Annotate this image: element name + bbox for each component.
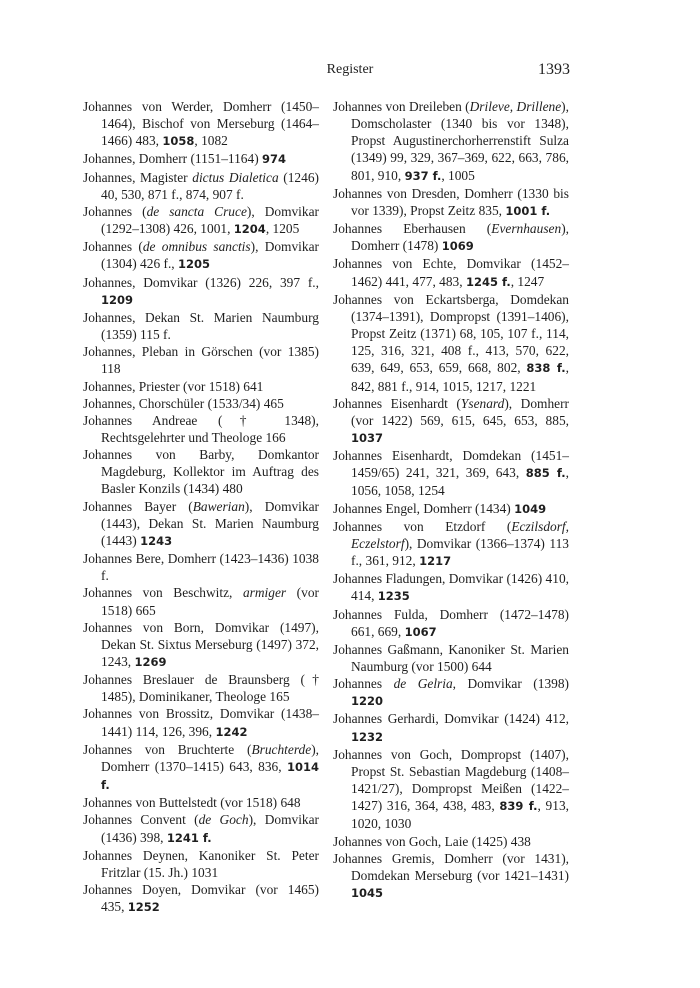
index-entry <box>83 550 319 584</box>
index-entry <box>83 671 319 705</box>
page-reference-bold: 1220 <box>351 694 384 709</box>
index-entry <box>333 675 569 710</box>
page-reference-bold: 937 f. <box>404 168 442 183</box>
entry-text: , 842, 881 f., 914, 1015, 1217, 1221 <box>351 360 569 394</box>
entry-text: Johannes von Barby, Domkantor Magdeburg, Kollektor im Auftrag des Basler Konzils (1434) 480 <box>83 447 319 497</box>
entry-text: Johannes, Domherr (1151–1164) <box>83 151 263 167</box>
entry-text: ), Domherr (1478) <box>351 221 569 254</box>
page-number: 1393 <box>538 61 570 78</box>
name-variant-italic: armiger <box>242 585 287 601</box>
entry-text: Johannes von Bruchterte ( <box>83 741 252 757</box>
entry-text: Johannes von Brossitz, Domvikar (1438–1441) 114, 126, 396, <box>83 706 319 739</box>
entry-text: , 1247 <box>510 273 545 289</box>
index-entry <box>333 570 569 605</box>
name-variant-italic: Evernhausen <box>491 221 562 237</box>
page-reference-bold: 885 f. <box>525 466 566 481</box>
entry-text: , Domvikar (1398) <box>452 676 569 692</box>
entry-text: ), Domherr (1370–1415) 643, 836, <box>101 741 319 774</box>
page-reference-bold: 1269 <box>134 655 167 669</box>
index-entry <box>83 847 319 881</box>
entry-text: Johannes Gaßmann, Kanoniker St. Marien Naumburg (vor 1500) 644 <box>333 641 569 674</box>
entry-text: , 1005 <box>441 167 475 183</box>
entry-text: Johannes Doyen, Domvikar (vor 1465) 435, <box>83 882 319 915</box>
entry-text: Johannes Fulda, Domherr (1472–1478) 661, 669, <box>333 606 569 639</box>
entry-text: Johannes Breslauer de Braunsberg († 1485), Dominikaner, Theologe 165 <box>83 672 319 705</box>
entry-text: Johannes, Magister <box>83 169 193 185</box>
entry-text: ), Domvikar (1436) 398, <box>101 812 320 845</box>
entry-text: Johannes Gerhardi, Domvikar (1424) 412, <box>333 711 569 727</box>
index-entry <box>333 185 569 220</box>
entry-text: (vor 1518) 665 <box>101 585 319 618</box>
index-entry <box>333 710 569 745</box>
page-reference-bold: 1217 <box>419 554 452 569</box>
page-reference-bold: 1001 f. <box>505 203 551 218</box>
index-entry <box>83 395 319 412</box>
name-variant-italic: de Goch <box>198 812 249 828</box>
entry-text: Johannes Gremis, Domherr (vor 1431), Domdekan Merseburg (vor 1421–1431) <box>333 850 569 883</box>
index-entry <box>83 412 319 446</box>
index-entry <box>83 309 319 343</box>
entry-text: Johannes Engel, Domherr (1434) <box>333 500 515 516</box>
entry-text: Johannes von Goch, Laie (1425) 438 <box>333 833 531 849</box>
entry-text: Johannes von Dreileben ( <box>333 99 470 114</box>
page-reference-bold: 1209 <box>101 292 134 307</box>
entry-text: , 913, 1020, 1030 <box>351 798 569 832</box>
page-reference-bold: 1049 <box>514 501 547 516</box>
index-entry <box>83 274 319 309</box>
index-entry <box>83 169 319 203</box>
entry-text: , 1205 <box>265 221 300 237</box>
index-entry <box>333 606 569 641</box>
index-entry <box>83 794 319 811</box>
entry-text: ), Domvikar (1292–1308) 426, 1001, <box>101 203 319 237</box>
page-reference-bold: 974 <box>262 152 287 167</box>
index-entry <box>83 619 319 671</box>
index-column-left <box>83 98 319 916</box>
entry-text: Johannes von Buttelstedt (vor 1518) 648 <box>83 795 301 811</box>
index-entry <box>333 833 569 850</box>
name-variant-italic: Drileve, Drillene <box>469 99 562 114</box>
entry-text: Johannes, Chorschüler (1533/34) 465 <box>83 395 284 411</box>
page-reference-bold: 1235 <box>377 589 410 604</box>
entry-text: Johannes von Dresden, Domherr (1330 bis vor 1339), Propst Zeitz 835, <box>333 185 569 218</box>
name-variant-italic: Bruchterde <box>251 741 312 757</box>
entry-text: Johannes von Born, Domvikar (1497), Dekan St. Sixtus Merseburg (1497) 372, 1243, <box>83 619 319 669</box>
entry-text: ), Domvikar (1366–1374) 113 f., 361, 912, <box>351 535 569 569</box>
index-entry <box>83 811 319 846</box>
name-variant-italic: Bawerian <box>192 498 245 514</box>
page-reference-bold: 1037 <box>351 430 384 445</box>
index-entry <box>333 98 569 185</box>
index-entry <box>83 378 319 395</box>
entry-text: Johannes von Goch, Dompropst (1407), Propst St. Sebastian Magdeburg (1408–1421/27), Dompropst Meißen (1422–1427) 316, 364, 438, 483, <box>333 746 569 814</box>
entry-text: Johannes Eisenhardt, Domdekan (1451–1459/65) 241, 321, 369, 643, <box>333 448 569 481</box>
entry-text: Johannes <box>333 676 394 692</box>
entry-text: Johannes, Pleban in Görschen (vor 1385) 118 <box>83 344 319 377</box>
index-entry <box>83 343 319 377</box>
entry-text: Johannes von Etzdorf ( <box>333 518 512 534</box>
entry-text: Johannes von Beschwitz, <box>83 585 243 601</box>
entry-text: Johannes von Werder, Domherr (1450–1464), Bischof von Merseburg (1464–1466) 483, <box>83 99 319 149</box>
entry-text: Johannes von Echte, Domvikar (1452–1462) 441, 477, 483, <box>333 256 569 289</box>
index-entry <box>333 641 569 675</box>
entry-text: Johannes Eisenhardt ( <box>333 395 461 411</box>
page-reference-bold: 1232 <box>351 729 384 744</box>
page-reference-bold: 839 f. <box>499 799 538 814</box>
index-entry <box>83 203 319 238</box>
entry-text: ), Domvikar (1443), Dekan St. Marien Naumburg (1443) <box>101 498 319 548</box>
index-entry <box>333 220 569 255</box>
entry-text: Johannes ( <box>83 239 143 255</box>
index-entry <box>333 447 569 499</box>
page-reference-bold: 1243 <box>140 533 173 548</box>
page-reference-bold: 1069 <box>441 239 474 254</box>
index-entry <box>83 741 319 794</box>
index-entry <box>83 150 319 168</box>
index-entry <box>83 98 319 150</box>
index-entry <box>83 705 319 740</box>
entry-text: ), Domvikar (1304) 426 f., <box>101 239 319 272</box>
entry-text: Johannes Deynen, Kanoniker St. Peter Fritzlar (15. Jh.) 1031 <box>83 847 319 880</box>
entry-text: Johannes Andreae († 1348), Rechtsgelehrter und Theologe 166 <box>83 412 319 445</box>
page-reference-bold: 1014 f. <box>101 759 319 793</box>
entry-text: Johannes von Eckartsberga, Domdekan (1374–1391), Dompropst (1391–1406), Propst Zeitz (1371) 68, 105, 107 f., 114, 125, 316, 321, 408 f., 413, 570, 622, 639, 649, 653, 659, 668, 802, <box>333 291 569 376</box>
entry-text: Johannes, Dekan St. Marien Naumburg (1359) 115 f. <box>83 309 319 343</box>
entry-text: Johannes ( <box>83 203 147 219</box>
entry-text: , 1056, 1058, 1254 <box>351 465 569 499</box>
page-reference-bold: 1242 <box>215 724 248 739</box>
index-entry <box>83 881 319 916</box>
page-title: Register <box>326 62 374 77</box>
entry-text: Johannes Bayer ( <box>83 498 193 514</box>
index-entry <box>333 500 569 518</box>
page-reference-bold: 1045 <box>351 886 384 901</box>
index-entry <box>333 746 569 833</box>
index-entry <box>333 850 569 902</box>
page-reference-bold: 1204 <box>233 222 266 237</box>
page-reference-bold: 1058 <box>162 134 195 149</box>
entry-text: Johannes, Priester (vor 1518) 641 <box>83 378 264 394</box>
page-reference-bold: 1245 f. <box>465 274 511 289</box>
index-entry <box>333 255 569 290</box>
entry-text: Johannes Eberhausen ( <box>333 221 492 237</box>
page-reference-bold: 838 f. <box>526 361 566 376</box>
entry-text: ), Domherr (vor 1422) 569, 615, 645, 653, 885, <box>351 395 569 428</box>
index-entry <box>83 498 319 550</box>
name-variant-italic: dictus Dialetica <box>192 169 279 185</box>
entry-text: Johannes Fladungen, Domvikar (1426) 410, 414, <box>333 571 569 604</box>
index-entry <box>83 584 319 618</box>
entry-text: ), Domscholaster (1340 bis vor 1348), Propst Augustinerchorherrenstift Sulza (1349) 99, 329, 367–369, 622, 663, 786, 801, 910, <box>351 99 569 183</box>
name-variant-italic: de sancta Cruce <box>146 203 247 219</box>
entry-text: Johannes Bere, Domherr (1423–1436) 1038 f. <box>83 551 319 584</box>
index-entry <box>333 395 569 447</box>
name-variant-italic: Ysenard <box>460 395 505 411</box>
entry-text: Johannes Convent ( <box>83 812 199 828</box>
index-entry <box>83 446 319 497</box>
index-entry <box>333 291 569 395</box>
index-entry <box>83 238 319 273</box>
page-reference-bold: 1241 f. <box>166 830 212 845</box>
index-column-right <box>333 98 569 902</box>
entry-text: , 1082 <box>194 133 228 149</box>
page-reference-bold: 1205 <box>177 257 210 272</box>
name-variant-italic: de omnibus sanctis <box>142 239 251 255</box>
index-entry <box>333 518 569 570</box>
entry-text: Johannes, Domvikar (1326) 226, 397 f., <box>83 274 319 290</box>
page-reference-bold: 1252 <box>127 900 160 915</box>
name-variant-italic: Eczilsdorf, Eczelstorf <box>351 518 569 551</box>
page-reference-bold: 1067 <box>404 624 437 639</box>
entry-text: (1246) 40, 530, 871 f., 874, 907 f. <box>101 169 319 202</box>
name-variant-italic: de Gelria <box>393 676 453 692</box>
